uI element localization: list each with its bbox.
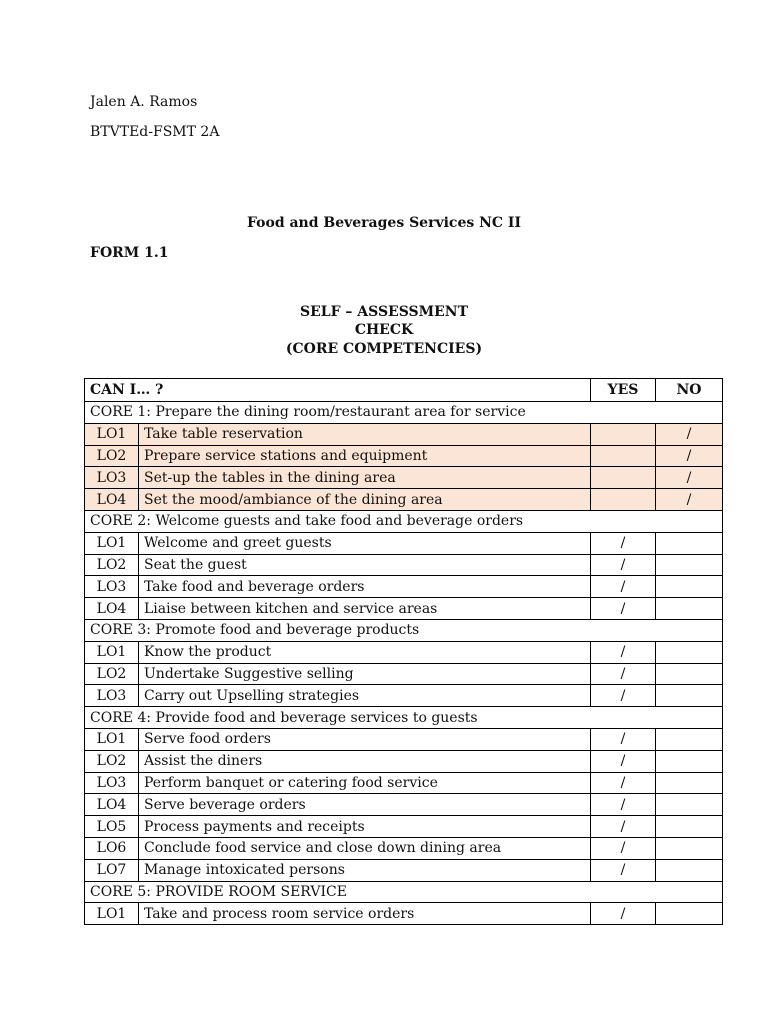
no-mark <box>656 598 723 620</box>
yes-mark <box>591 423 656 445</box>
self-assessment-table <box>84 378 723 925</box>
table-row <box>85 685 723 707</box>
no-mark: / <box>656 489 723 511</box>
table-row <box>85 859 723 881</box>
yes-mark: / <box>591 641 656 663</box>
yes-mark: / <box>591 859 656 881</box>
lo-code: LO3 <box>85 467 139 489</box>
column-header-can-i: CAN I… ? <box>85 379 591 402</box>
no-mark <box>656 641 723 663</box>
core-title: CORE 5: PROVIDE ROOM SERVICE <box>85 881 723 903</box>
competency-text: Know the product <box>139 641 591 663</box>
lo-code: LO2 <box>85 445 139 467</box>
lo-code: LO4 <box>85 598 139 620</box>
table-header-row <box>85 379 723 402</box>
lo-code: LO2 <box>85 750 139 772</box>
no-mark <box>656 663 723 685</box>
competency-text: Prepare service stations and equipment <box>139 445 591 467</box>
competency-text: Take and process room service orders <box>139 903 591 925</box>
table-row <box>85 903 723 925</box>
no-mark <box>656 728 723 750</box>
table-row <box>85 532 723 554</box>
no-mark <box>656 794 723 816</box>
competency-text: Manage intoxicated persons <box>139 859 591 881</box>
competency-text: Set-up the tables in the dining area <box>139 467 591 489</box>
no-mark <box>656 685 723 707</box>
competency-text: Carry out Upselling strategies <box>139 685 591 707</box>
yes-mark <box>591 445 656 467</box>
competency-text: Take food and beverage orders <box>139 576 591 598</box>
competency-text: Liaise between kitchen and service areas <box>139 598 591 620</box>
yes-mark <box>591 467 656 489</box>
table-row <box>85 423 723 445</box>
yes-mark: / <box>591 685 656 707</box>
yes-mark <box>591 489 656 511</box>
no-mark: / <box>656 445 723 467</box>
yes-mark: / <box>591 532 656 554</box>
core-header-row <box>85 402 723 424</box>
lo-code: LO1 <box>85 532 139 554</box>
competency-text: Seat the guest <box>139 554 591 576</box>
core-header-row <box>85 881 723 903</box>
no-mark: / <box>656 467 723 489</box>
lo-code: LO7 <box>85 859 139 881</box>
yes-mark: / <box>591 576 656 598</box>
core-title: CORE 4: Provide food and beverage services to guests <box>85 707 723 729</box>
lo-code: LO1 <box>85 423 139 445</box>
student-section: BTVTEd-FSMT 2A <box>90 124 220 140</box>
yes-mark: / <box>591 554 656 576</box>
table-row <box>85 728 723 750</box>
lo-code: LO1 <box>85 728 139 750</box>
yes-mark: / <box>591 903 656 925</box>
competency-text: Take table reservation <box>139 423 591 445</box>
no-mark <box>656 576 723 598</box>
yes-mark: / <box>591 728 656 750</box>
lo-code: LO3 <box>85 685 139 707</box>
column-header-no: NO <box>656 379 723 402</box>
course-title: Food and Beverages Services NC II <box>246 215 522 231</box>
table-body <box>85 402 723 925</box>
lo-code: LO3 <box>85 576 139 598</box>
competency-text: Serve beverage orders <box>139 794 591 816</box>
lo-code: LO1 <box>85 641 139 663</box>
competency-text: Set the mood/ambiance of the dining area <box>139 489 591 511</box>
table-row <box>85 576 723 598</box>
table-row <box>85 467 723 489</box>
form-number: FORM 1.1 <box>90 245 169 261</box>
table-row <box>85 445 723 467</box>
yes-mark: / <box>591 837 656 859</box>
table-row <box>85 837 723 859</box>
lo-code: LO5 <box>85 816 139 838</box>
no-mark <box>656 903 723 925</box>
doc-title-line-2: CHECK <box>354 322 414 338</box>
core-header-row <box>85 510 723 532</box>
no-mark <box>656 750 723 772</box>
table-row <box>85 663 723 685</box>
column-header-yes: YES <box>591 379 656 402</box>
competency-text: Process payments and receipts <box>139 816 591 838</box>
no-mark <box>656 816 723 838</box>
no-mark <box>656 772 723 794</box>
competency-text: Perform banquet or catering food service <box>139 772 591 794</box>
no-mark: / <box>656 423 723 445</box>
lo-code: LO4 <box>85 489 139 511</box>
yes-mark: / <box>591 794 656 816</box>
table-row <box>85 750 723 772</box>
competency-text: Welcome and greet guests <box>139 532 591 554</box>
lo-code: LO4 <box>85 794 139 816</box>
no-mark <box>656 837 723 859</box>
lo-code: LO2 <box>85 554 139 576</box>
table-row <box>85 554 723 576</box>
yes-mark: / <box>591 663 656 685</box>
no-mark <box>656 859 723 881</box>
yes-mark: / <box>591 750 656 772</box>
table-row <box>85 641 723 663</box>
competency-text: Assist the diners <box>139 750 591 772</box>
table-row <box>85 794 723 816</box>
student-name: Jalen A. Ramos <box>90 94 198 110</box>
yes-mark: / <box>591 772 656 794</box>
table-row <box>85 598 723 620</box>
core-header-row <box>85 619 723 641</box>
core-title: CORE 1: Prepare the dining room/restaurant area for service <box>85 402 723 424</box>
table-row <box>85 772 723 794</box>
core-title: CORE 2: Welcome guests and take food and beverage orders <box>85 510 723 532</box>
lo-code: LO2 <box>85 663 139 685</box>
yes-mark: / <box>591 598 656 620</box>
lo-code: LO1 <box>85 903 139 925</box>
competency-text: Conclude food service and close down dining area <box>139 837 591 859</box>
doc-title-line-1: SELF – ASSESSMENT <box>299 304 469 320</box>
core-header-row <box>85 707 723 729</box>
table-row <box>85 816 723 838</box>
lo-code: LO3 <box>85 772 139 794</box>
no-mark <box>656 554 723 576</box>
competency-text: Serve food orders <box>139 728 591 750</box>
competency-text: Undertake Suggestive selling <box>139 663 591 685</box>
yes-mark: / <box>591 816 656 838</box>
core-title: CORE 3: Promote food and beverage products <box>85 619 723 641</box>
table-row <box>85 489 723 511</box>
doc-title-line-3: (CORE COMPETENCIES) <box>285 341 483 357</box>
lo-code: LO6 <box>85 837 139 859</box>
no-mark <box>656 532 723 554</box>
